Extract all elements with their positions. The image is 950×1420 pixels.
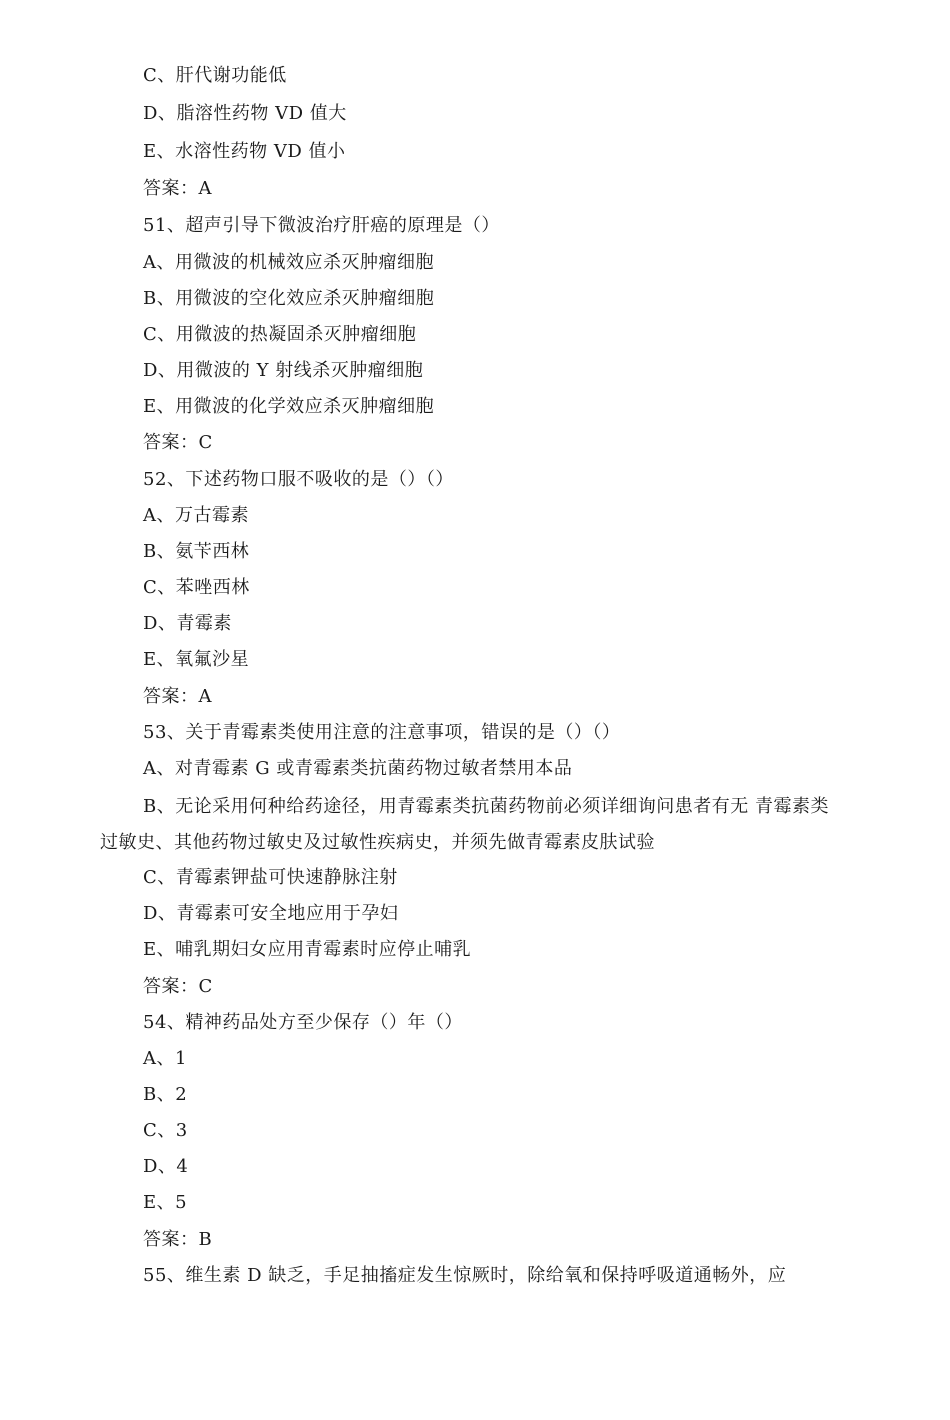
option-e-q54: E、5 — [143, 1192, 188, 1213]
option-b-q54: B、2 — [143, 1084, 188, 1105]
option-a-q52: A、万古霉素 — [143, 505, 249, 526]
question-52: 52、下述药物口服不吸收的是（）（） — [143, 469, 454, 490]
option-e-q53: E、哺乳期妇女应用青霉素时应停止哺乳 — [143, 939, 472, 960]
question-51: 51、超声引导下微波治疗肝癌的原理是（） — [143, 215, 500, 236]
option-d-q52: D、青霉素 — [143, 613, 232, 634]
option-e-q50: E、水溶性药物 VD 值小 — [143, 141, 346, 162]
option-a-q51: A、用微波的机械效应杀灭肿瘤细胞 — [143, 252, 434, 273]
answer-q54: 答案：B — [143, 1229, 213, 1250]
answer-q52: 答案：A — [143, 686, 212, 707]
option-d-q54: D、4 — [143, 1156, 189, 1177]
option-c-q54: C、3 — [143, 1120, 188, 1141]
option-c-q50: C、肝代谢功能低 — [143, 65, 287, 86]
answer-q51: 答案：C — [143, 432, 213, 453]
option-a-q53: A、对青霉素 G 或青霉素类抗菌药物过敏者禁用本品 — [143, 758, 573, 779]
option-a-q54: A、1 — [143, 1048, 187, 1069]
option-c-q51: C、用微波的热凝固杀灭肿瘤细胞 — [143, 324, 417, 345]
question-54: 54、精神药品处方至少保存（）年（） — [143, 1012, 463, 1033]
option-c-q53: C、青霉素钾盐可快速静脉注射 — [143, 867, 398, 888]
option-d-q53: D、青霉素可安全地应用于孕妇 — [143, 903, 399, 924]
question-55: 55、维生素 D 缺乏，手足抽搐症发生惊厥时，除给氧和保持呼吸道通畅外，应 — [143, 1265, 787, 1286]
answer-q50: 答案：A — [143, 178, 212, 199]
option-c-q52: C、苯唑西林 — [143, 577, 250, 598]
question-53: 53、关于青霉素类使用注意的注意事项，错误的是（）（） — [143, 722, 621, 743]
option-b-q53: B、无论采用何种给药途径，用青霉素类抗菌药物前必须详细询问患者有无 青霉素类过敏史、其他药物过敏史及过敏性疾病史，并须先做青霉素皮肤试验 — [100, 796, 829, 853]
option-b-q51: B、用微波的空化效应杀灭肿瘤细胞 — [143, 288, 435, 309]
option-e-q52: E、氧氟沙星 — [143, 649, 250, 670]
answer-q53: 答案：C — [143, 976, 213, 997]
option-d-q51: D、用微波的 Y 射线杀灭肿瘤细胞 — [143, 360, 424, 381]
option-e-q51: E、用微波的化学效应杀灭肿瘤细胞 — [143, 396, 435, 417]
option-d-q50: D、脂溶性药物 VD 值大 — [143, 103, 347, 124]
option-b-q52: B、氨苄西林 — [143, 541, 250, 562]
